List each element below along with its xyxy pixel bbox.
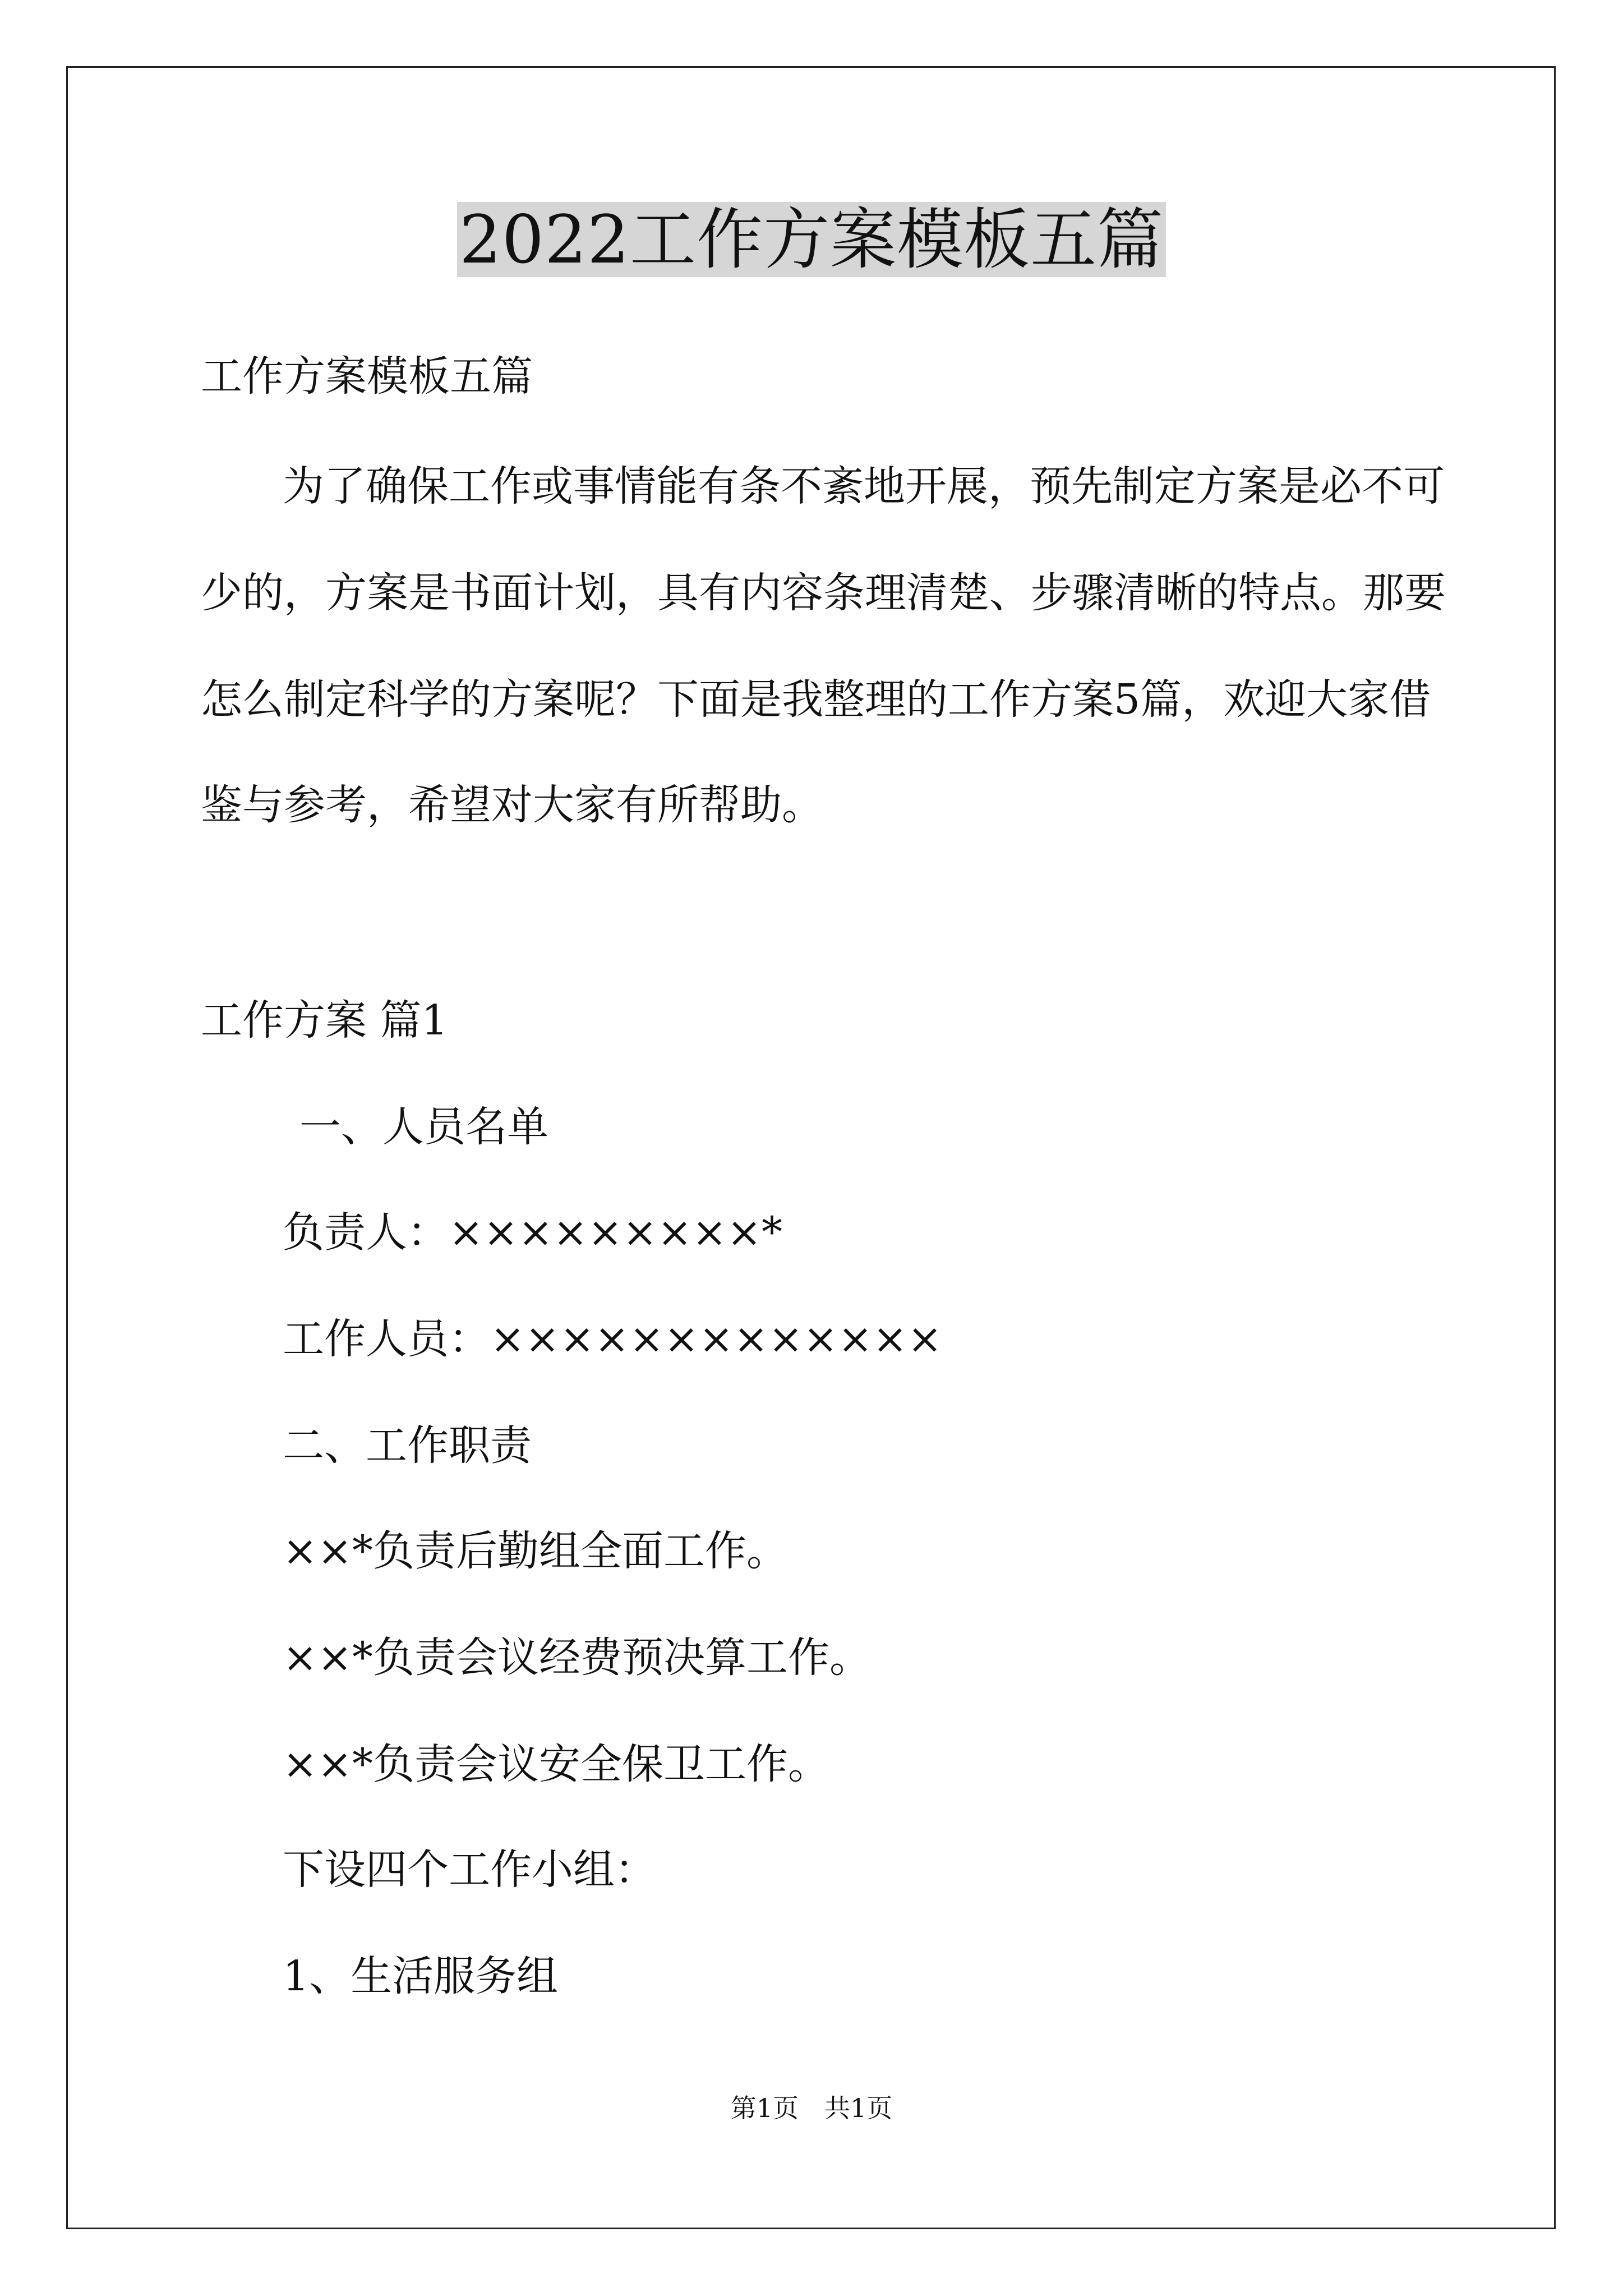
- list-item: ××*负责会议安全保卫工作。: [283, 1740, 830, 1788]
- list-item: 下设四个工作小组：: [283, 1846, 656, 1894]
- list-item: 二、工作职责: [283, 1421, 532, 1470]
- list-item: ××*负责会议经费预决算工作。: [283, 1634, 872, 1682]
- intro-line: 少的，方案是书面计划，具有内容条理清楚、步骤清晰的特点。那要: [201, 569, 1446, 617]
- list-item: 1、生活服务组: [283, 1952, 559, 2000]
- section-heading: 工作方案 篇1: [201, 996, 448, 1045]
- intro-line: 为了确保工作或事情能有条不紊地开展，预先制定方案是必不可: [283, 462, 1445, 510]
- page-footer: 第1页 共1页: [730, 2093, 893, 2123]
- intro-line: 怎么制定科学的方案呢？下面是我整理的工作方案5篇，欢迎大家借: [201, 675, 1431, 724]
- title-container: [0, 202, 1623, 277]
- list-item: 负责人：×××××××××*: [283, 1208, 783, 1257]
- list-item: 一、人员名单: [299, 1103, 548, 1151]
- intro-line: 鉴与参考，希望对大家有所帮助。: [201, 781, 823, 829]
- document-title: 2022工作方案模板五篇: [457, 202, 1166, 277]
- list-item: ××*负责后勤组全面工作。: [283, 1527, 789, 1575]
- document-subtitle: 工作方案模板五篇: [201, 352, 533, 401]
- list-item: 工作人员：×××××××××××××: [283, 1315, 943, 1363]
